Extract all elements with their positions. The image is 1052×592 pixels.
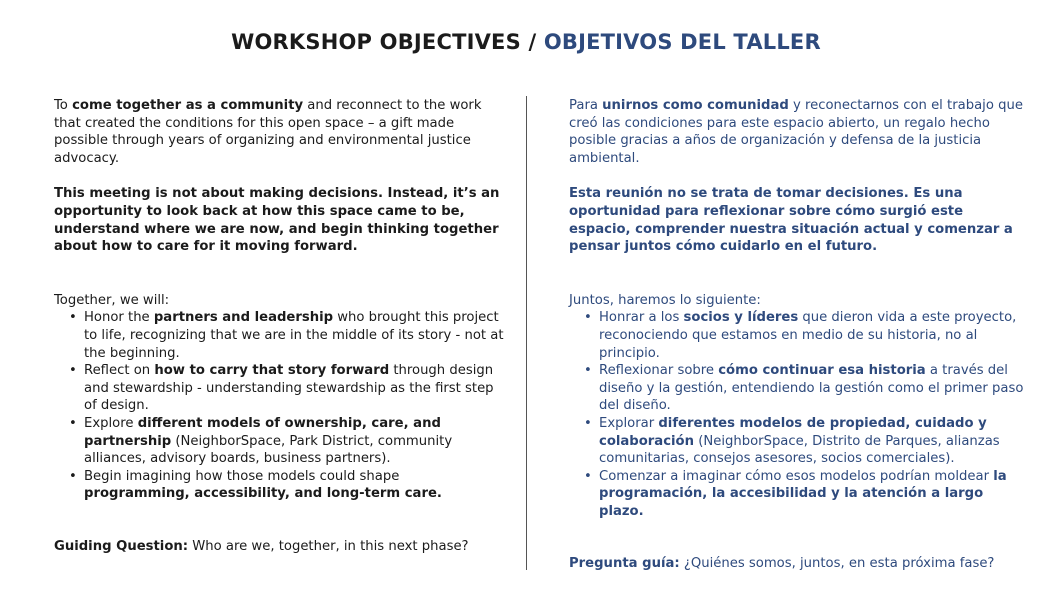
meeting-note: This meeting is not about making decisions. Instead, it’s an opportunity to look back at how this space came to be, understand where we are now, and begin thinking together about how to care for it moving forward.: [54, 186, 500, 255]
list-item: • Reflexionar sobre cómo continuar esa historia a través del diseño y la gestión, entendiendo la gestión como el primer paso del diseño.: [599, 362, 1027, 415]
meeting-note: Esta reunión no se trata de tomar decisiones. Es una oportunidad para reflexionar sobre cómo surgió este espacio, comprender nuestra situación actual y comenzar a pensar juntos cómo cuidarlo en el futuro.: [569, 186, 1013, 255]
list-item: • Explorar diferentes modelos de propiedad, cuidado y colaboración (NeighborSpace, Distrito de Parques, alianzas comunitarias, consejos asesores, socios comerciales).: [599, 415, 1027, 468]
together-intro: Together, we will:: [54, 292, 170, 308]
intro-emphasis: come together as a community: [72, 98, 304, 113]
list-item: • Comenzar a imaginar cómo esos modelos podrían moldear la programación, la accesibilidad y la atención a largo plazo.: [599, 468, 1027, 521]
column-divider: [526, 96, 527, 570]
intro-emphasis: unirnos como comunidad: [602, 98, 789, 113]
intro-paragraph: To come together as a community and reconnect to the work that created the conditions for this open space – a gift made possible through years of organizing and environmental justice advocacy.: [54, 98, 482, 166]
spanish-column: [569, 97, 1027, 573]
guiding-question: Guiding Question: Who are we, together, in this next phase?: [54, 538, 469, 554]
together-intro: Juntos, haremos lo siguiente:: [569, 292, 761, 308]
title-spanish: OBJETIVOS DEL TALLER: [543, 30, 821, 54]
english-column: [54, 97, 506, 555]
list-item: • Explore different models of ownership, care, and partnership (NeighborSpace, Park District, community alliances, advisory boards, business partners).: [84, 415, 506, 468]
guiding-question: Pregunta guía: ¿Quiénes somos, juntos, en esta próxima fase?: [569, 556, 995, 572]
list-item: • Begin imagining how those models could shape programming, accessibility, and long-term care.: [84, 468, 506, 503]
list-item: • Honrar a los socios y líderes que dieron vida a este proyecto, reconociendo que estamos en medio de su historia, no al principio.: [599, 309, 1027, 362]
list-item: • Honor the partners and leadership who brought this project to life, recognizing that we are in the middle of its story - not at the beginning.: [84, 309, 506, 362]
page-title: [0, 30, 1052, 54]
objectives-list: [569, 309, 1027, 520]
intro-paragraph: Para unirnos como comunidad y reconectarnos con el trabajo que creó las condiciones para este espacio abierto, un regalo hecho posible gracias a años de organización y defensa de la justicia ambiental.: [569, 98, 1023, 166]
list-item: • Reflect on how to carry that story forward through design and stewardship - understanding stewardship as the first step of design.: [84, 362, 506, 415]
objectives-list: [54, 309, 506, 503]
title-english: WORKSHOP OBJECTIVES /: [231, 30, 537, 54]
